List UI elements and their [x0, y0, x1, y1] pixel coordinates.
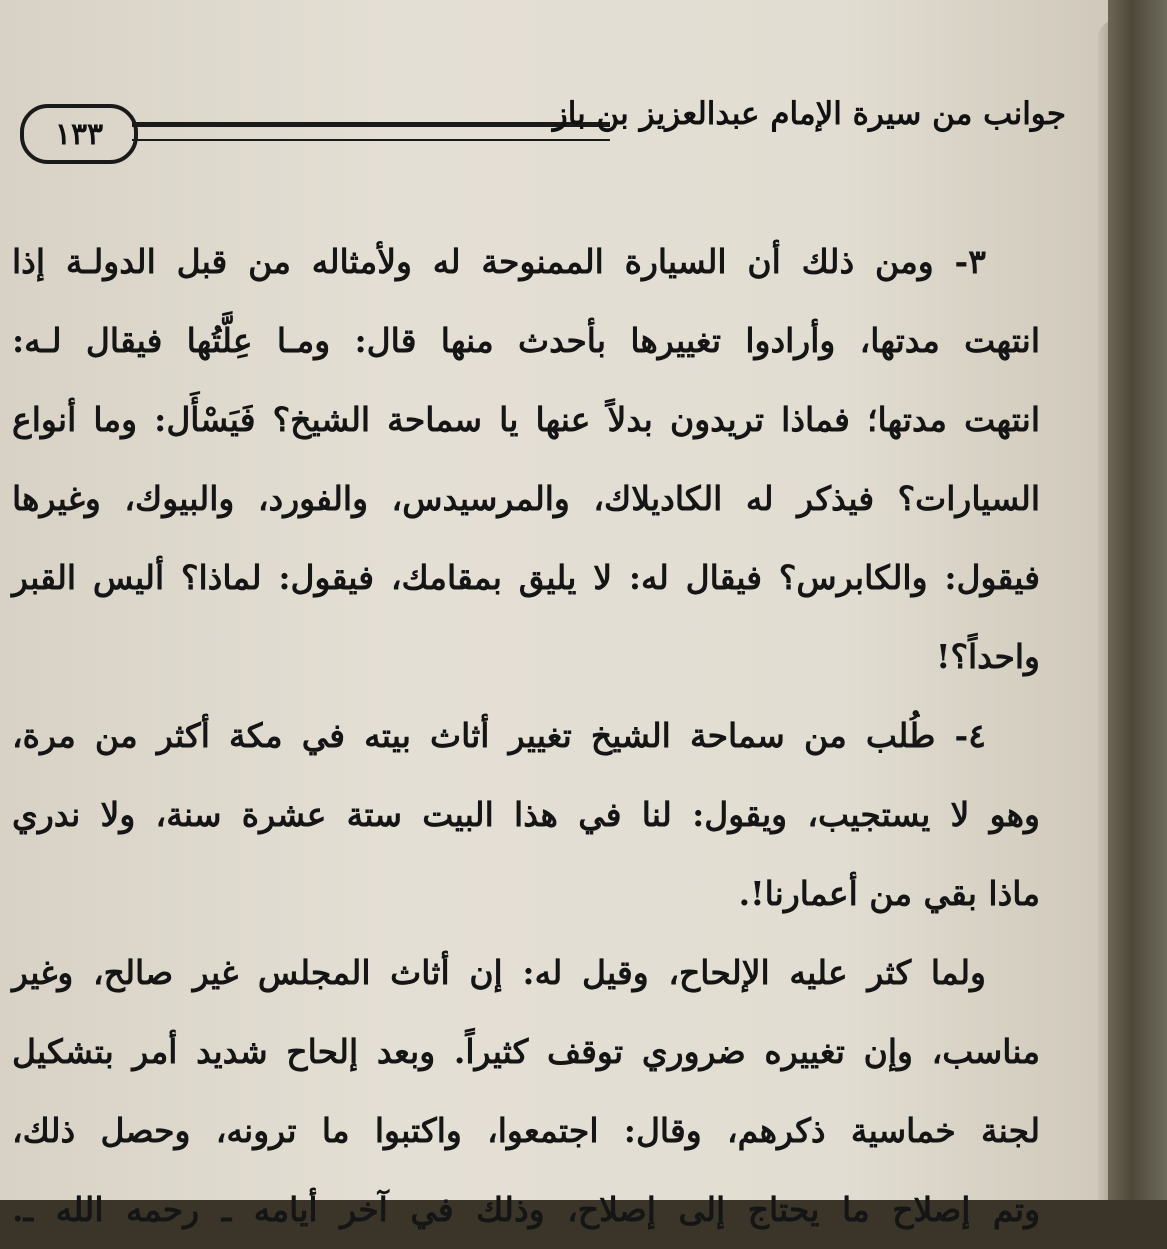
- paragraph-line: لجنة خماسية ذكرهم، وقال: اجتمعوا، واكتبوا ما ترونه، وحصل ذلك،: [12, 1111, 1040, 1150]
- paragraph-line: وهو لا يستجيب، ويقول: لنا في هذا البيت ستة عشرة سنة، ولا ندري: [12, 795, 1040, 834]
- paragraph-line: فيقول: والكابرس؟ فيقال له: لا يليق بمقامك، فيقول: لماذا؟ أليس القبر: [12, 558, 1040, 597]
- paragraph-line: ولما كثر عليه الإلحاح، وقيل له: إن أثاث المجلس غير صالح، وغير: [12, 953, 986, 992]
- paragraph-line: السيارات؟ فيذكر له الكاديلاك، والمرسيدس، والفورد، والبيوك، وغيرها: [12, 479, 1040, 518]
- paragraph-line: واحداً؟!: [936, 637, 1040, 676]
- paragraph-line: ٣- ومن ذلك أن السيارة الممنوحة له ولأمثاله من قبل الدولـة إذا: [12, 242, 986, 281]
- paragraph-line: ماذا بقي من أعمارنا!.: [738, 874, 1040, 913]
- book-spine-shadow: [1108, 0, 1167, 1200]
- running-header: [14, 92, 1066, 172]
- paragraph-line: وتم إصلاح ما يحتاج إلى إصلاح، وذلك في آخر أيامه ـ رحمه الله ـ.: [12, 1190, 1040, 1229]
- page-number-badge: ١٣٣: [20, 104, 138, 164]
- header-title: جوانب من سيرة الإمام عبدالعزيز بن باز: [552, 96, 1066, 132]
- paragraph-line: انتهت مدتها؛ فماذا تريدون بدلاً عنها يا سماحة الشيخ؟ فَيَسْأَل: وما أنواع: [12, 400, 1040, 439]
- paragraph-line: مناسب، وإن تغييره ضروري توقف كثيراً. وبعد إلحاح شديد أمر بتشكيل: [12, 1032, 1040, 1071]
- paragraph-line: ٤- طُلب من سماحة الشيخ تغيير أثاث بيته في مكة أكثر من مرة،: [12, 716, 986, 755]
- page-body: [12, 222, 1040, 1249]
- header-rule: [132, 122, 610, 141]
- paragraph-line: انتهت مدتها، وأرادوا تغييرها بأحدث منها قال: ومـا عِلَّتُها فيقال لـه:: [12, 321, 1040, 360]
